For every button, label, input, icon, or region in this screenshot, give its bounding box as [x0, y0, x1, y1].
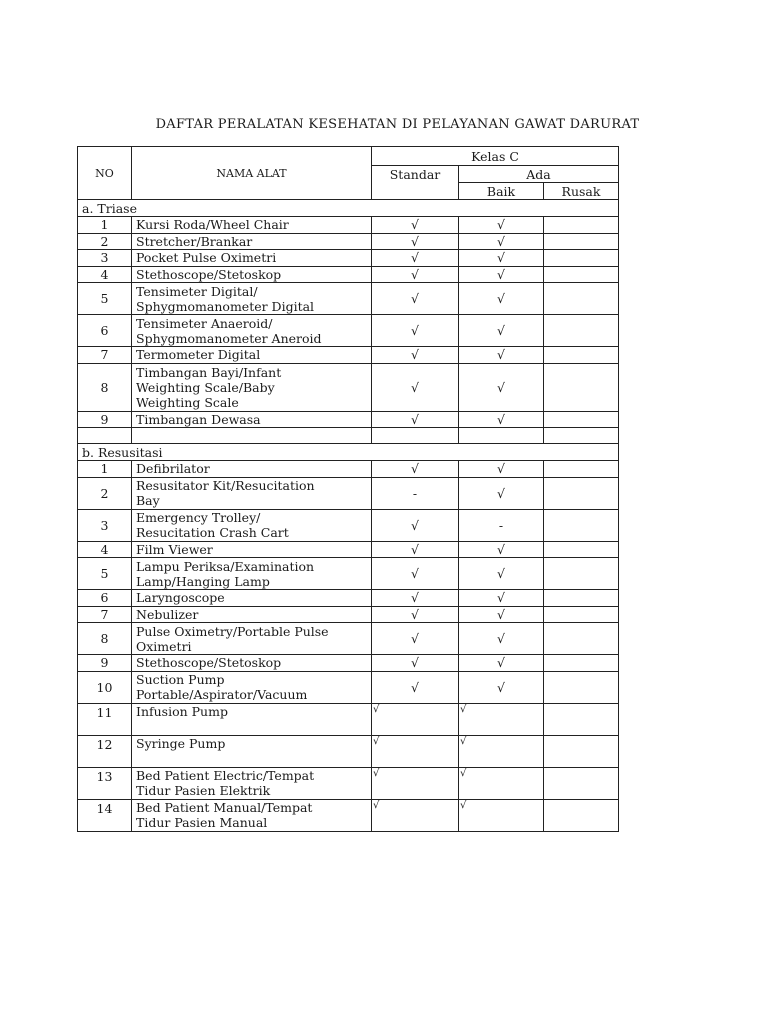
- col-header-kelas: Kelas C: [372, 147, 619, 166]
- rusak-cell: [544, 590, 619, 607]
- section-row: [78, 200, 619, 217]
- baik-cell: √: [459, 217, 544, 234]
- item-number: 4: [78, 541, 132, 558]
- item-number: 9: [78, 411, 132, 428]
- standar-cell: √: [372, 623, 459, 655]
- rusak-cell: [544, 606, 619, 623]
- blank-cell: [372, 428, 459, 444]
- blank-row: [78, 428, 619, 444]
- equipment-table-body: [78, 147, 619, 832]
- item-name: Tensimeter Digital/ Sphygmomanometer Digital: [132, 283, 372, 315]
- rusak-cell: [544, 283, 619, 315]
- baik-cell: √: [459, 233, 544, 250]
- item-name: Syringe Pump: [132, 735, 372, 767]
- item-name: Film Viewer: [132, 541, 372, 558]
- document-title: DAFTAR PERALATAN KESEHATAN DI PELAYANAN GAWAT DARURAT: [155, 117, 640, 132]
- col-header-ada: Ada: [459, 166, 619, 183]
- baik-cell: √: [459, 363, 544, 411]
- baik-cell: √: [459, 558, 544, 590]
- item-name: Stethoscope/Stetoskop: [132, 266, 372, 283]
- baik-cell: √: [459, 671, 544, 703]
- table-row: [78, 283, 619, 315]
- item-number: 6: [78, 315, 132, 347]
- equipment-table: [77, 146, 619, 832]
- item-number: 3: [78, 250, 132, 267]
- col-header-nama-alat: NAMA ALAT: [132, 147, 372, 200]
- rusak-cell: [544, 266, 619, 283]
- item-number: 1: [78, 461, 132, 478]
- table-row: [78, 347, 619, 364]
- baik-cell: -: [459, 509, 544, 541]
- item-number: 10: [78, 671, 132, 703]
- baik-cell: √: [459, 655, 544, 672]
- item-name: Bed Patient Manual/Tempat Tidur Pasien Manual: [132, 799, 372, 831]
- rusak-cell: [544, 735, 619, 767]
- col-header-standar: Standar: [372, 166, 459, 200]
- item-number: 7: [78, 606, 132, 623]
- col-header-no: NO: [78, 147, 132, 200]
- standar-check: √: [373, 703, 380, 715]
- item-name: Timbangan Dewasa: [132, 411, 372, 428]
- item-number: 7: [78, 347, 132, 364]
- table-row: [78, 461, 619, 478]
- table-row: [78, 541, 619, 558]
- standar-cell: √: [372, 509, 459, 541]
- standar-cell: √: [372, 606, 459, 623]
- table-row: [78, 217, 619, 234]
- standar-cell: √: [372, 590, 459, 607]
- item-number: 1: [78, 217, 132, 234]
- standar-cell: √: [372, 541, 459, 558]
- standar-check: √: [373, 767, 380, 779]
- rusak-cell: [544, 799, 619, 831]
- table-row: [78, 266, 619, 283]
- item-name: Lampu Periksa/Examination Lamp/Hanging Lamp: [132, 558, 372, 590]
- item-number: 13: [78, 767, 132, 799]
- table-row: [78, 558, 619, 590]
- col-header-rusak: Rusak: [544, 183, 619, 200]
- item-number: 8: [78, 623, 132, 655]
- table-row: [78, 477, 619, 509]
- item-number: 2: [78, 477, 132, 509]
- section-label: a. Triase: [78, 200, 619, 217]
- col-header-baik: Baik: [459, 183, 544, 200]
- item-number: 5: [78, 558, 132, 590]
- item-number: 9: [78, 655, 132, 672]
- table-row: [78, 655, 619, 672]
- rusak-cell: [544, 671, 619, 703]
- item-number: 11: [78, 703, 132, 735]
- table-row: [78, 623, 619, 655]
- rusak-cell: [544, 558, 619, 590]
- item-name: Laryngoscope: [132, 590, 372, 607]
- rusak-cell: [544, 233, 619, 250]
- item-name: Pocket Pulse Oximetri: [132, 250, 372, 267]
- baik-cell: √: [459, 283, 544, 315]
- item-name: Bed Patient Electric/Tempat Tidur Pasien Elektrik: [132, 767, 372, 799]
- standar-cell: -: [372, 477, 459, 509]
- item-name: Infusion Pump: [132, 703, 372, 735]
- baik-check: √: [460, 735, 467, 747]
- item-name: Suction Pump Portable/Aspirator/Vacuum: [132, 671, 372, 703]
- item-number: 14: [78, 799, 132, 831]
- rusak-cell: [544, 411, 619, 428]
- item-number: 4: [78, 266, 132, 283]
- baik-cell: √: [459, 590, 544, 607]
- rusak-cell: [544, 541, 619, 558]
- item-name: Tensimeter Anaeroid/ Sphygmomanometer Aneroid: [132, 315, 372, 347]
- blank-cell: [459, 428, 544, 444]
- item-name: Termometer Digital: [132, 347, 372, 364]
- item-number: 5: [78, 283, 132, 315]
- standar-cell: √: [372, 655, 459, 672]
- rusak-cell: [544, 315, 619, 347]
- standar-check: √: [373, 735, 380, 747]
- standar-cell: [372, 767, 459, 799]
- standar-cell: √: [372, 233, 459, 250]
- rusak-cell: [544, 509, 619, 541]
- blank-cell: [132, 428, 372, 444]
- section-row: [78, 444, 619, 461]
- section-label: b. Resusitasi: [78, 444, 619, 461]
- rusak-cell: [544, 347, 619, 364]
- standar-cell: √: [372, 347, 459, 364]
- table-row: [78, 363, 619, 411]
- item-name: Pulse Oximetry/Portable Pulse Oximetri: [132, 623, 372, 655]
- table-row: [78, 799, 619, 831]
- rusak-cell: [544, 703, 619, 735]
- standar-cell: √: [372, 363, 459, 411]
- item-name: Resusitator Kit/Resucitation Bay: [132, 477, 372, 509]
- baik-cell: √: [459, 266, 544, 283]
- standar-cell: √: [372, 250, 459, 267]
- standar-cell: √: [372, 283, 459, 315]
- baik-cell: √: [459, 623, 544, 655]
- item-name: Stretcher/Brankar: [132, 233, 372, 250]
- rusak-cell: [544, 477, 619, 509]
- blank-cell: [78, 428, 132, 444]
- standar-cell: [372, 703, 459, 735]
- baik-cell: √: [459, 606, 544, 623]
- table-row: [78, 767, 619, 799]
- table-row: [78, 315, 619, 347]
- item-name: Stethoscope/Stetoskop: [132, 655, 372, 672]
- baik-cell: √: [459, 411, 544, 428]
- item-name: Timbangan Bayi/Infant Weighting Scale/Baby Weighting Scale: [132, 363, 372, 411]
- standar-cell: √: [372, 461, 459, 478]
- item-name: Nebulizer: [132, 606, 372, 623]
- standar-cell: [372, 735, 459, 767]
- baik-cell: √: [459, 541, 544, 558]
- baik-check: √: [460, 703, 467, 715]
- table-row: [78, 509, 619, 541]
- rusak-cell: [544, 623, 619, 655]
- item-number: 3: [78, 509, 132, 541]
- item-name: Kursi Roda/Wheel Chair: [132, 217, 372, 234]
- standar-check: √: [373, 799, 380, 811]
- baik-cell: √: [459, 315, 544, 347]
- rusak-cell: [544, 767, 619, 799]
- table-row: [78, 735, 619, 767]
- baik-cell: [459, 799, 544, 831]
- table-row: [78, 411, 619, 428]
- standar-cell: √: [372, 411, 459, 428]
- item-number: 6: [78, 590, 132, 607]
- baik-cell: [459, 735, 544, 767]
- baik-cell: [459, 703, 544, 735]
- table-row: [78, 590, 619, 607]
- table-row: [78, 703, 619, 735]
- standar-cell: √: [372, 558, 459, 590]
- baik-cell: √: [459, 477, 544, 509]
- standar-cell: √: [372, 671, 459, 703]
- table-row: [78, 233, 619, 250]
- standar-cell: √: [372, 266, 459, 283]
- baik-check: √: [460, 767, 467, 779]
- blank-cell: [544, 428, 619, 444]
- item-name: Defibrilator: [132, 461, 372, 478]
- baik-check: √: [460, 799, 467, 811]
- standar-cell: [372, 799, 459, 831]
- baik-cell: √: [459, 347, 544, 364]
- rusak-cell: [544, 655, 619, 672]
- item-number: 2: [78, 233, 132, 250]
- item-number: 8: [78, 363, 132, 411]
- rusak-cell: [544, 461, 619, 478]
- rusak-cell: [544, 217, 619, 234]
- baik-cell: [459, 767, 544, 799]
- rusak-cell: [544, 250, 619, 267]
- header-row-1: [78, 147, 619, 166]
- table-row: [78, 250, 619, 267]
- standar-cell: √: [372, 217, 459, 234]
- baik-cell: √: [459, 461, 544, 478]
- table-row: [78, 606, 619, 623]
- standar-cell: √: [372, 315, 459, 347]
- baik-cell: √: [459, 250, 544, 267]
- rusak-cell: [544, 363, 619, 411]
- table-row: [78, 671, 619, 703]
- item-number: 12: [78, 735, 132, 767]
- item-name: Emergency Trolley/ Resucitation Crash Cart: [132, 509, 372, 541]
